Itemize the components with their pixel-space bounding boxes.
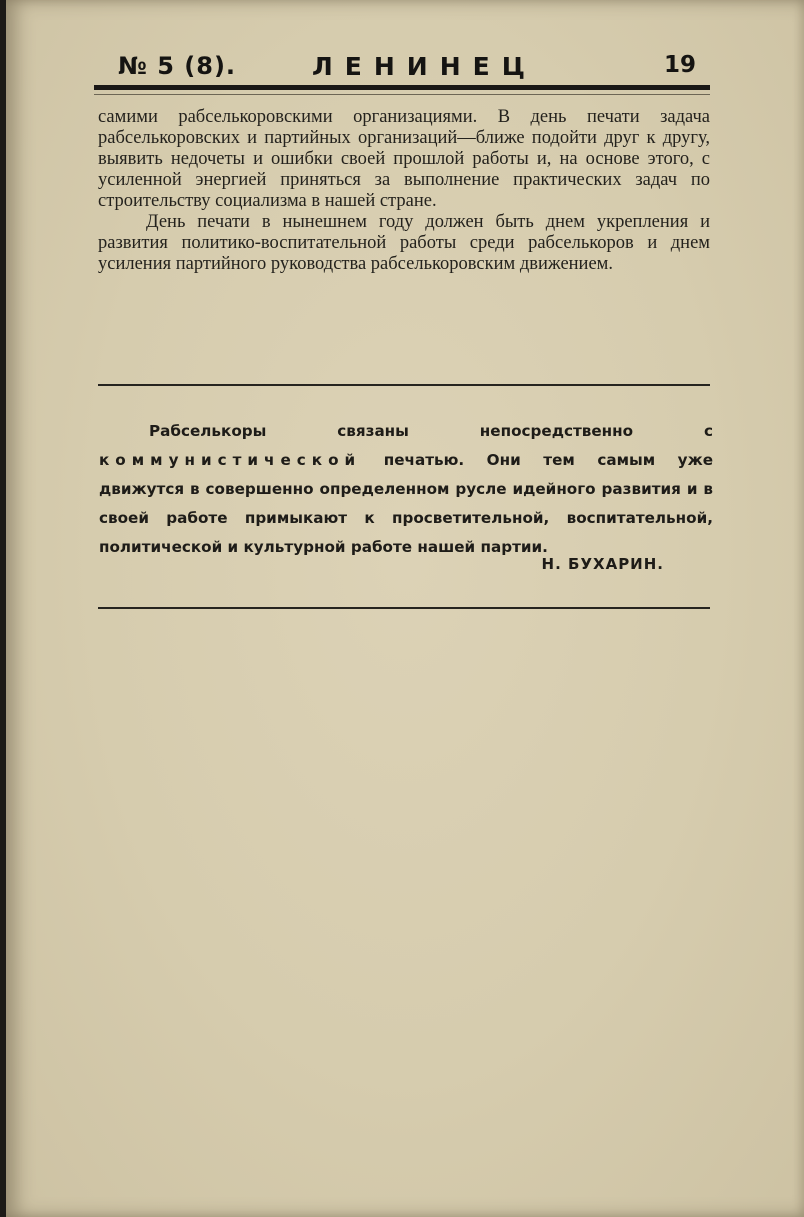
page-header bbox=[118, 52, 696, 84]
article-paragraph-1: самими рабселькоровскими организациями. В день печати задача рабселькоровских и партийных организаций—ближе подойти друг к другу, выявить недочеты и ошибки своей прошлой работы и, на основе этого, с усиленной энергией приняться за выполнение практических задач по строительству социализма в нашей стране. bbox=[98, 107, 710, 211]
quote-author: Н. БУХАРИН. bbox=[541, 555, 664, 573]
quote-divider-bottom bbox=[98, 607, 710, 609]
quote-block bbox=[99, 417, 713, 562]
issue-number: № 5 (8). bbox=[118, 52, 237, 80]
article-body bbox=[98, 107, 710, 275]
quote-text bbox=[99, 417, 713, 562]
document-page bbox=[6, 0, 804, 1217]
page-number: 19 bbox=[663, 52, 696, 78]
quote-spaced-word: коммунистической bbox=[99, 451, 362, 469]
journal-title: ЛЕНИНЕЦ bbox=[312, 52, 537, 81]
quote-text-part-2: печатью. Они тем самым уже движутся в совершенно определенном русле идейного развития и в своей работе примыкают к просветительной, воспитательной, политической и культурной работе нашей партии. bbox=[99, 451, 713, 556]
header-rule-thick bbox=[94, 85, 710, 90]
article-paragraph-2: День печати в нынешнем году должен быть днем укрепления и развития политико-воспитательной работы среди рабселькоров и днем усиления партийного руководства рабселькоровским движением. bbox=[98, 212, 710, 274]
quote-divider-top bbox=[98, 384, 710, 386]
header-rule-thin bbox=[94, 94, 710, 95]
quote-text-part-1: Рабселькоры связаны непосредственно с bbox=[149, 422, 713, 440]
